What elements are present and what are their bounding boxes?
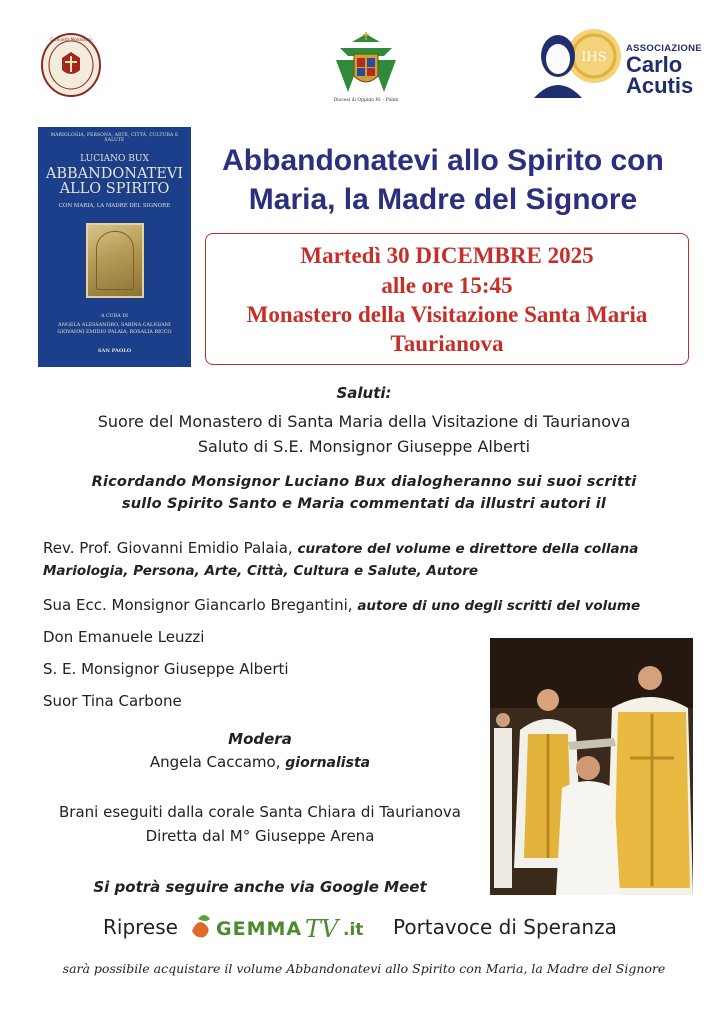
association-name-line1: Carlo <box>626 52 683 77</box>
event-time: alle ore 15:45 <box>381 273 513 298</box>
monastery-logo <box>40 32 102 98</box>
ceremony-photo-illustration <box>490 638 693 895</box>
monastery-seal-icon <box>40 32 102 98</box>
event-town: Taurianova <box>390 331 504 356</box>
speaker-1 <box>43 539 638 557</box>
saluti-line1: Suore del Monastero di Santa Maria della Visitazione di Taurianova <box>97 412 631 431</box>
book-subtitle: CON MARIA, LA MADRE DEL SIGNORE <box>58 203 171 209</box>
speaker-3: Don Emanuele Leuzzi <box>43 628 205 646</box>
moderator-name: Angela Caccamo, <box>149 753 281 771</box>
association-name <box>626 54 693 96</box>
saluti-line2: Saluto di S.E. Monsignor Giuseppe Alberti <box>197 437 531 456</box>
it-word: .it <box>343 920 364 940</box>
book-cover-artwork <box>86 223 144 298</box>
title-line1: Abbandonatevi allo Spirito con <box>222 144 664 177</box>
bishop-coat-of-arms-icon <box>330 30 402 98</box>
seal-text: Comunità Monastero <box>50 37 92 42</box>
event-box <box>205 233 689 365</box>
association-name-line2: Acutis <box>626 73 694 98</box>
saluti-label: Saluti: <box>336 384 392 402</box>
moderator-role: giornalista <box>285 755 371 771</box>
moderator <box>0 753 520 771</box>
diocese-caption: Diocesi di Oppido M. - Palmi <box>333 98 399 103</box>
speaker-1-role: curatore del volume e direttore della collana <box>297 541 639 557</box>
speaker-1-role-cont: Mariologia, Persona, Arte, Città, Cultura e Salute, Autore <box>43 563 479 579</box>
book-cover <box>38 127 191 367</box>
carlo-acutis-portrait-icon <box>530 26 626 102</box>
ceremony-photo <box>490 638 693 895</box>
diocese-logo <box>330 30 402 106</box>
book-author: LUCIANO BUX <box>80 154 149 164</box>
riprese-label: Riprese <box>103 915 178 939</box>
gemma-tv-logo <box>188 911 388 943</box>
google-meet-note: Si potrà seguire anche via Google Meet <box>93 878 427 896</box>
book-title <box>38 167 191 197</box>
speaker-5: Suor Tina Carbone <box>43 692 182 710</box>
gemma-word: GEMMA <box>216 918 303 940</box>
speaker-4: S. E. Monsignor Giuseppe Alberti <box>43 660 289 678</box>
speaker-2-name: Sua Ecc. Monsignor Giancarlo Bregantini, <box>43 596 353 614</box>
speaker-2 <box>43 596 640 614</box>
book-publisher: SAN PAOLO <box>97 348 132 354</box>
speaker-2-role: autore di uno degli scritti del volume <box>357 598 641 614</box>
choir-line1: Brani eseguiti dalla corale Santa Chiara di Taurianova <box>59 803 461 821</box>
choir-line2: Diretta dal M° Giuseppe Arena <box>145 827 375 845</box>
purchase-note: sarà possibile acquistare il volume Abbandonatevi allo Spirito con Maria, la Madre del Signore <box>62 961 666 976</box>
gemma-tv-logo-icon <box>188 911 388 943</box>
book-series: MARIOLOGIA, PERSONA, ARTE, CITTÀ, CULTURA E SALUTE <box>50 133 179 143</box>
book-editors <box>42 322 187 336</box>
svg-text:IHS: IHS <box>581 50 607 65</box>
book-care-label: A CURA DI <box>100 314 129 319</box>
book-editors-line1: ANGELA ALESSANDRO, SABINA CALIGIANI <box>58 322 171 328</box>
modera-label: Modera <box>228 730 292 748</box>
carlo-acutis-logo <box>530 26 700 102</box>
book-editors-line2: GIOVANNI EMIDIO PALAIA, ROSALIA RICCO <box>57 329 172 335</box>
event-place: Monastero della Visitazione Santa Maria <box>246 302 648 327</box>
speaker-1-name: Rev. Prof. Giovanni Emidio Palaia, <box>43 539 293 557</box>
association-label: ASSOCIAZIONE <box>626 43 702 54</box>
intro-line2: sullo Spirito Santo e Maria commentati da illustri autori il <box>121 496 607 512</box>
book-title-line2: ALLO SPIRITO <box>59 181 170 197</box>
page-title <box>196 141 690 219</box>
event-date: Martedì 30 DICEMBRE 2025 <box>300 243 594 268</box>
slogan: Portavoce di Speranza <box>393 915 617 939</box>
intro-line1: Ricordando Monsignor Luciano Bux dialogheranno sui suoi scritti <box>91 474 637 490</box>
book-title-line1: ABBANDONATEVI <box>45 166 184 182</box>
title-line2: Maria, la Madre del Signore <box>248 183 638 216</box>
tv-word: TV <box>305 915 339 943</box>
